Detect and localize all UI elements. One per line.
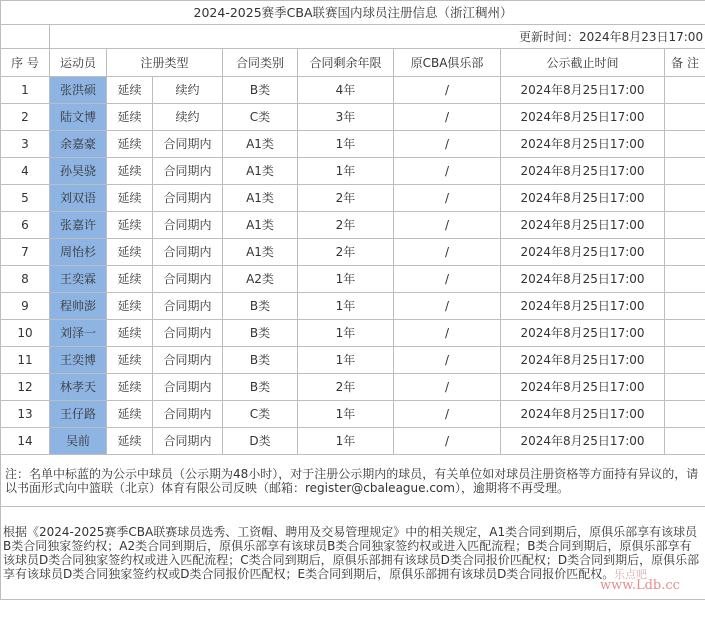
cell-reg-subtype: 合同期内 <box>153 401 223 428</box>
cell-athlete: 王仔路 <box>50 401 107 428</box>
cell-reg-subtype: 续约 <box>153 104 223 131</box>
cell-former-club: / <box>394 185 501 212</box>
cell-athlete: 周怡杉 <box>50 239 107 266</box>
cell-no: 10 <box>1 320 50 347</box>
cell-no: 13 <box>1 401 50 428</box>
cell-former-club: / <box>394 212 501 239</box>
cell-reg-subtype: 合同期内 <box>153 428 223 455</box>
header-remark: 备 注 <box>665 49 705 77</box>
table-row <box>1 104 705 131</box>
cell-reg-type: 延续 <box>107 428 153 455</box>
cell-reg-type: 延续 <box>107 293 153 320</box>
cell-reg-type: 延续 <box>107 212 153 239</box>
rule-text: 根据《2024-2025赛季CBA联赛球员选秀、工资帽、聘用及交易管理规定》中的相关规定，A1类合同到期后，原俱乐部享有该球员B类合同独家签约权；A2类合同到期后，原俱乐部享有该球员B类合同独家签约权或进入匹配流程；B类合同到期后，原俱乐部享有该球员D类合同独家签约权或进入匹配流程；C类合同到期后，原俱乐部拥有该球员D类合同报价匹配权；D类合同到期后，原俱乐部享有该球员D类合同独家签约权或D类合同报价匹配权；E类合同到期后，原俱乐部拥有该球员D类合同报价匹配权。 <box>1 507 705 600</box>
header-former-club: 原CBA俱乐部 <box>394 49 501 77</box>
cell-athlete: 吴前 <box>50 428 107 455</box>
cell-reg-subtype: 合同期内 <box>153 320 223 347</box>
cell-reg-type: 延续 <box>107 77 153 104</box>
cell-remark <box>665 320 705 347</box>
note-text: 注：名单中标蓝的为公示中球员（公示期为48小时），对于注册公示期内的球员，有关单位如对球员注册资格等方面持有异议的，请以书面形式向中篮联（北京）体育有限公司反映（邮箱：register@cbaleague.com），逾期将不再受理。 <box>1 455 705 507</box>
cell-reg-type: 延续 <box>107 320 153 347</box>
header-deadline: 公示截止时间 <box>501 49 665 77</box>
cell-years: 1年 <box>298 320 394 347</box>
cell-deadline: 2024年8月25日17:00 <box>501 293 665 320</box>
cell-deadline: 2024年8月25日17:00 <box>501 158 665 185</box>
cell-former-club: / <box>394 158 501 185</box>
cell-deadline: 2024年8月25日17:00 <box>501 239 665 266</box>
cell-no: 1 <box>1 77 50 104</box>
table-row <box>1 320 705 347</box>
cell-athlete: 张洪硕 <box>50 77 107 104</box>
cell-contract-cat: A2类 <box>223 266 298 293</box>
table-row <box>1 158 705 185</box>
cell-no: 8 <box>1 266 50 293</box>
cell-reg-type: 延续 <box>107 374 153 401</box>
cell-deadline: 2024年8月25日17:00 <box>501 104 665 131</box>
table-row <box>1 428 705 455</box>
cell-athlete: 王奕霖 <box>50 266 107 293</box>
cell-deadline: 2024年8月25日17:00 <box>501 77 665 104</box>
cell-remark <box>665 104 705 131</box>
cell-former-club: / <box>394 320 501 347</box>
cell-years: 1年 <box>298 266 394 293</box>
cell-contract-cat: B类 <box>223 320 298 347</box>
cell-deadline: 2024年8月25日17:00 <box>501 374 665 401</box>
cell-years: 2年 <box>298 374 394 401</box>
cell-deadline: 2024年8月25日17:00 <box>501 320 665 347</box>
cell-athlete: 林孝天 <box>50 374 107 401</box>
cell-contract-cat: B类 <box>223 347 298 374</box>
cell-years: 1年 <box>298 347 394 374</box>
cell-reg-type: 延续 <box>107 131 153 158</box>
cell-years: 1年 <box>298 131 394 158</box>
cell-reg-subtype: 续约 <box>153 77 223 104</box>
cell-reg-subtype: 合同期内 <box>153 374 223 401</box>
cell-no: 4 <box>1 158 50 185</box>
table-row <box>1 77 705 104</box>
cell-remark <box>665 293 705 320</box>
cell-reg-subtype: 合同期内 <box>153 131 223 158</box>
cell-athlete: 王奕博 <box>50 347 107 374</box>
cell-reg-subtype: 合同期内 <box>153 185 223 212</box>
cell-reg-type: 延续 <box>107 158 153 185</box>
table-row <box>1 239 705 266</box>
cell-contract-cat: A1类 <box>223 131 298 158</box>
cell-reg-subtype: 合同期内 <box>153 239 223 266</box>
cell-former-club: / <box>394 239 501 266</box>
cell-years: 1年 <box>298 293 394 320</box>
cell-no: 11 <box>1 347 50 374</box>
table-title: 2024-2025赛季CBA联赛国内球员注册信息（浙江稠州） <box>1 1 705 25</box>
watermark-sub: 乐点吧 <box>614 568 647 581</box>
cell-former-club: / <box>394 104 501 131</box>
table-row <box>1 266 705 293</box>
cell-contract-cat: B类 <box>223 77 298 104</box>
cell-remark <box>665 239 705 266</box>
cell-deadline: 2024年8月25日17:00 <box>501 428 665 455</box>
cell-reg-type: 延续 <box>107 239 153 266</box>
cell-reg-type: 延续 <box>107 185 153 212</box>
cell-athlete: 孙昊骁 <box>50 158 107 185</box>
cell-former-club: / <box>394 131 501 158</box>
cell-deadline: 2024年8月25日17:00 <box>501 401 665 428</box>
header-reg-type: 注册类型 <box>107 49 223 77</box>
cell-contract-cat: A1类 <box>223 239 298 266</box>
cell-former-club: / <box>394 374 501 401</box>
cell-deadline: 2024年8月25日17:00 <box>501 131 665 158</box>
header-contract-cat: 合同类别 <box>223 49 298 77</box>
header-no: 序 号 <box>1 49 50 77</box>
cell-deadline: 2024年8月25日17:00 <box>501 266 665 293</box>
header-row <box>1 49 705 77</box>
cell-remark <box>665 374 705 401</box>
cell-deadline: 2024年8月25日17:00 <box>501 347 665 374</box>
cell-contract-cat: A1类 <box>223 158 298 185</box>
cell-years: 1年 <box>298 428 394 455</box>
cell-years: 2年 <box>298 239 394 266</box>
cell-athlete: 陆文博 <box>50 104 107 131</box>
cell-remark <box>665 428 705 455</box>
cell-contract-cat: C类 <box>223 104 298 131</box>
cell-remark <box>665 131 705 158</box>
cell-athlete: 程帅澎 <box>50 293 107 320</box>
table-row <box>1 212 705 239</box>
cell-reg-type: 延续 <box>107 104 153 131</box>
cell-years: 1年 <box>298 158 394 185</box>
cell-contract-cat: A1类 <box>223 185 298 212</box>
table-row <box>1 347 705 374</box>
cell-remark <box>665 212 705 239</box>
cell-athlete: 余嘉豪 <box>50 131 107 158</box>
cell-former-club: / <box>394 428 501 455</box>
cell-former-club: / <box>394 293 501 320</box>
cell-reg-subtype: 合同期内 <box>153 212 223 239</box>
cell-reg-type: 延续 <box>107 347 153 374</box>
cell-remark <box>665 401 705 428</box>
update-spacer <box>1 25 50 49</box>
cell-former-club: / <box>394 266 501 293</box>
cell-former-club: / <box>394 77 501 104</box>
cell-reg-type: 延续 <box>107 266 153 293</box>
table-row <box>1 401 705 428</box>
cell-reg-subtype: 合同期内 <box>153 347 223 374</box>
cell-no: 5 <box>1 185 50 212</box>
update-time: 更新时间：2024年8月23日17:00 <box>50 25 705 49</box>
cell-no: 7 <box>1 239 50 266</box>
cell-no: 14 <box>1 428 50 455</box>
cell-years: 1年 <box>298 401 394 428</box>
header-years: 合同剩余年限 <box>298 49 394 77</box>
cell-no: 6 <box>1 212 50 239</box>
cell-remark <box>665 266 705 293</box>
cell-reg-subtype: 合同期内 <box>153 158 223 185</box>
cell-deadline: 2024年8月25日17:00 <box>501 212 665 239</box>
cell-remark <box>665 185 705 212</box>
cell-reg-type: 延续 <box>107 401 153 428</box>
cell-former-club: / <box>394 347 501 374</box>
cell-contract-cat: D类 <box>223 428 298 455</box>
cell-contract-cat: A1类 <box>223 212 298 239</box>
cell-reg-subtype: 合同期内 <box>153 266 223 293</box>
cell-reg-subtype: 合同期内 <box>153 293 223 320</box>
table-row <box>1 131 705 158</box>
cell-athlete: 刘泽一 <box>50 320 107 347</box>
cell-years: 3年 <box>298 104 394 131</box>
cell-deadline: 2024年8月25日17:00 <box>501 185 665 212</box>
cell-no: 12 <box>1 374 50 401</box>
cell-years: 2年 <box>298 185 394 212</box>
cell-remark <box>665 77 705 104</box>
cell-years: 2年 <box>298 212 394 239</box>
table-row <box>1 374 705 401</box>
header-athlete: 运动员 <box>50 49 107 77</box>
table-row <box>1 293 705 320</box>
cell-contract-cat: B类 <box>223 374 298 401</box>
cell-no: 9 <box>1 293 50 320</box>
cell-contract-cat: C类 <box>223 401 298 428</box>
cell-years: 4年 <box>298 77 394 104</box>
cell-former-club: / <box>394 401 501 428</box>
cell-remark <box>665 347 705 374</box>
cell-no: 3 <box>1 131 50 158</box>
watermark-logo: www.Ldb.cc <box>600 578 680 593</box>
table-row <box>1 185 705 212</box>
cell-no: 2 <box>1 104 50 131</box>
cell-athlete: 刘双语 <box>50 185 107 212</box>
cell-remark <box>665 158 705 185</box>
cell-athlete: 张嘉许 <box>50 212 107 239</box>
cell-contract-cat: B类 <box>223 293 298 320</box>
